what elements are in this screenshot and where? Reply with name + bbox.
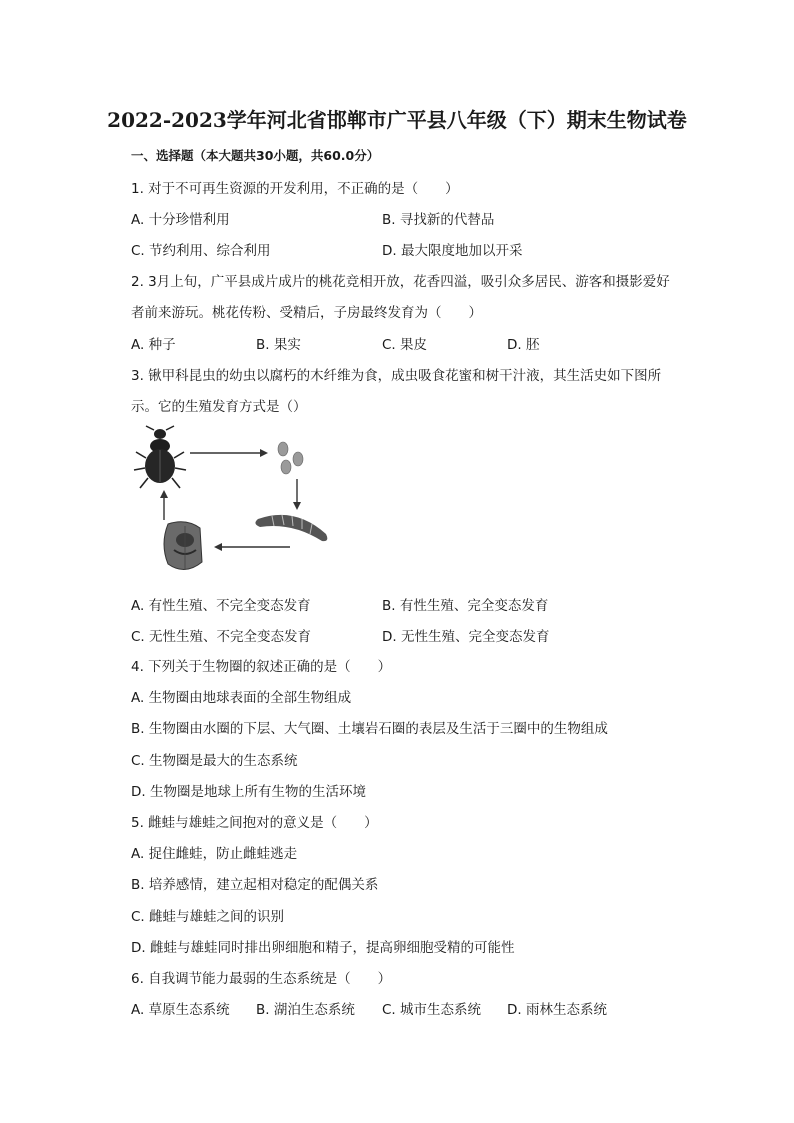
question-4-option-a: A. 生物圈由地球表面的全部生物组成 [131, 690, 352, 706]
section-heading: 一、选择题（本大题共30小题，共60.0分） [131, 148, 380, 163]
question-2-option-d: D. 胚 [507, 337, 540, 353]
question-6-option-b: B. 湖泊生态系统 [256, 1002, 355, 1018]
question-5-option-a: A. 捉住雌蛙，防止雌蛙逃走 [131, 846, 298, 862]
question-4-stem: 4. 下列关于生物圈的叙述正确的是（ ） [131, 659, 392, 675]
question-3-option-d: D. 无性生殖、完全变态发育 [382, 629, 550, 645]
question-1-stem: 1. 对于不可再生资源的开发利用，不正确的是（ ） [131, 181, 459, 197]
question-1-option-c: C. 节约利用、综合利用 [131, 243, 271, 259]
question-6-option-c: C. 城市生态系统 [382, 1002, 482, 1018]
question-5-option-d: D. 雌蛙与雄蛙同时排出卵细胞和精子，提高卵细胞受精的可能性 [131, 940, 515, 956]
question-5-option-c: C. 雌蛙与雄蛙之间的识别 [131, 909, 285, 925]
question-6-stem: 6. 自我调节能力最弱的生态系统是（ ） [131, 971, 392, 987]
question-5-option-b: B. 培养感情，建立起相对稳定的配偶关系 [131, 877, 379, 893]
arrow-adult-to-eggs [190, 449, 268, 457]
beetle-life-cycle-figure [130, 424, 340, 584]
question-1-option-b: B. 寻找新的代替品 [382, 212, 495, 228]
larva-image [255, 515, 327, 541]
question-4-option-d: D. 生物圈是地球上所有生物的生活环境 [131, 784, 366, 800]
exam-title: 2022-2023学年河北省邯郸市广平县八年级（下）期末生物试卷 [107, 108, 687, 132]
question-3-stem-line-1: 3. 锹甲科昆虫的幼虫以腐朽的木纤维为食，成虫吸食花蜜和树干汁液，其生活史如下图所 [131, 368, 662, 384]
question-5-stem: 5. 雌蛙与雄蛙之间抱对的意义是（ ） [131, 815, 378, 831]
question-2-stem-line-1: 2. 3月上旬，广平县成片成片的桃花竞相开放，花香四溢，吸引众多居民、游客和摄影爱好 [131, 274, 670, 290]
question-1-option-a: A. 十分珍惜利用 [131, 212, 230, 228]
question-2-stem-line-2: 者前来游玩。桃花传粉、受精后，子房最终发育为（ ） [131, 305, 482, 321]
question-6-option-d: D. 雨林生态系统 [507, 1002, 607, 1018]
adult-beetle-image [134, 426, 186, 488]
arrow-eggs-to-larva [293, 479, 301, 510]
question-1-option-d: D. 最大限度地加以开采 [382, 243, 523, 259]
pupa-image [164, 522, 202, 570]
question-4-option-b: B. 生物圈由水圈的下层、大气圈、土壤岩石圈的表层及生活于三圈中的生物组成 [131, 721, 608, 737]
question-3-stem-line-2: 示。它的生殖发育方式是（） [131, 399, 307, 415]
question-4-option-c: C. 生物圈是最大的生态系统 [131, 753, 298, 769]
question-2-option-c: C. 果皮 [382, 337, 428, 353]
question-2-option-a: A. 种子 [131, 337, 176, 353]
question-3-option-a: A. 有性生殖、不完全变态发育 [131, 598, 311, 614]
question-3-option-b: B. 有性生殖、完全变态发育 [382, 598, 549, 614]
arrow-larva-to-pupa [214, 543, 290, 551]
question-2-option-b: B. 果实 [256, 337, 301, 353]
question-3-option-c: C. 无性生殖、不完全变态发育 [131, 629, 312, 645]
eggs-image [278, 442, 303, 474]
question-6-option-a: A. 草原生态系统 [131, 1002, 230, 1018]
arrow-pupa-to-adult [160, 490, 168, 520]
